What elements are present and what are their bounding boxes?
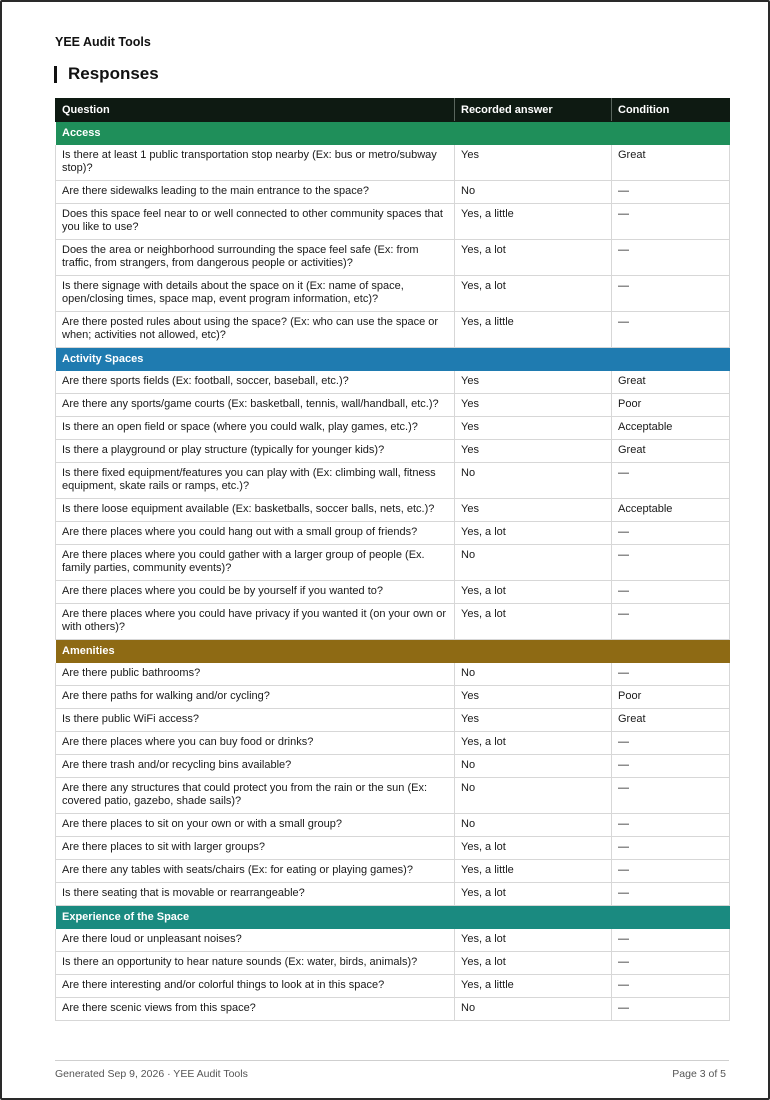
condition-cell: Poor	[612, 686, 730, 709]
table-row	[56, 663, 730, 686]
recorded-answer-cell: No	[455, 663, 612, 686]
section-header-row	[56, 640, 730, 663]
recorded-answer-cell: Yes	[455, 417, 612, 440]
condition-cell: —	[612, 755, 730, 778]
table-row	[56, 417, 730, 440]
recorded-answer-cell: Yes	[455, 709, 612, 732]
recorded-answer-cell: Yes, a lot	[455, 240, 612, 276]
condition-cell: —	[612, 732, 730, 755]
recorded-answer-cell: Yes	[455, 499, 612, 522]
recorded-answer-cell: Yes, a lot	[455, 952, 612, 975]
section-title: Activity Spaces	[56, 348, 730, 371]
table-row	[56, 952, 730, 975]
condition-cell: —	[612, 604, 730, 640]
table-row	[56, 837, 730, 860]
recorded-answer-cell: Yes, a lot	[455, 604, 612, 640]
recorded-answer-cell: Yes, a lot	[455, 883, 612, 906]
table-row	[56, 312, 730, 348]
question-cell: Are there interesting and/or colorful things to look at in this space?	[56, 975, 455, 998]
section-header-row	[56, 906, 730, 929]
recorded-answer-cell: Yes, a little	[455, 975, 612, 998]
table-row	[56, 499, 730, 522]
table-row	[56, 276, 730, 312]
question-cell: Are there places where you could hang out with a small group of friends?	[56, 522, 455, 545]
condition-cell: —	[612, 860, 730, 883]
table-row	[56, 860, 730, 883]
question-cell: Are there paths for walking and/or cycling?	[56, 686, 455, 709]
recorded-answer-cell: Yes	[455, 394, 612, 417]
question-cell: Are there places to sit with larger groups?	[56, 837, 455, 860]
table-row	[56, 709, 730, 732]
table-row	[56, 181, 730, 204]
question-cell: Are there places where you could be by yourself if you wanted to?	[56, 581, 455, 604]
condition-cell: Great	[612, 709, 730, 732]
heading-accent-bar	[54, 66, 57, 83]
condition-cell: Great	[612, 440, 730, 463]
condition-cell: —	[612, 463, 730, 499]
condition-cell: —	[612, 240, 730, 276]
condition-cell: —	[612, 545, 730, 581]
responses-table	[55, 98, 730, 1021]
recorded-answer-cell: Yes	[455, 145, 612, 181]
table-row	[56, 240, 730, 276]
condition-cell: —	[612, 663, 730, 686]
condition-cell: —	[612, 204, 730, 240]
footer-generated-text: Generated Sep 9, 2026 · YEE Audit Tools	[55, 1068, 248, 1080]
condition-cell: —	[612, 998, 730, 1021]
recorded-answer-cell: Yes	[455, 371, 612, 394]
recorded-answer-cell: Yes, a lot	[455, 276, 612, 312]
question-cell: Are there any tables with seats/chairs (Ex: for eating or playing games)?	[56, 860, 455, 883]
table-row	[56, 883, 730, 906]
condition-cell: Acceptable	[612, 499, 730, 522]
page-title: Responses	[68, 64, 159, 83]
condition-cell: —	[612, 837, 730, 860]
table-header	[56, 99, 730, 122]
recorded-answer-cell: Yes	[455, 686, 612, 709]
recorded-answer-cell: No	[455, 181, 612, 204]
section-title: Amenities	[56, 640, 730, 663]
condition-cell: —	[612, 952, 730, 975]
condition-cell: —	[612, 276, 730, 312]
question-cell: Are there public bathrooms?	[56, 663, 455, 686]
question-cell: Is there signage with details about the space on it (Ex: name of space, open/closing times, space map, event program information, etc)?	[56, 276, 455, 312]
table-body	[56, 122, 730, 1021]
table-row	[56, 463, 730, 499]
condition-cell: —	[612, 778, 730, 814]
condition-cell: —	[612, 581, 730, 604]
table-row	[56, 975, 730, 998]
app-title: YEE Audit Tools	[55, 35, 151, 49]
question-cell: Is there an opportunity to hear nature sounds (Ex: water, birds, animals)?	[56, 952, 455, 975]
question-cell: Are there places where you could have privacy if you wanted it (on your own or with others)?	[56, 604, 455, 640]
recorded-answer-cell: Yes, a little	[455, 312, 612, 348]
question-cell: Does the area or neighborhood surrounding the space feel safe (Ex: from traffic, from strangers, from dangerous people or activities)?	[56, 240, 455, 276]
recorded-answer-cell: Yes, a little	[455, 204, 612, 240]
question-cell: Are there any structures that could protect you from the rain or the sun (Ex: covered patio, gazebo, shade sails)?	[56, 778, 455, 814]
recorded-answer-cell: Yes, a lot	[455, 929, 612, 952]
table-row	[56, 778, 730, 814]
page-heading	[54, 64, 159, 84]
condition-cell: Poor	[612, 394, 730, 417]
question-cell: Are there sports fields (Ex: football, soccer, baseball, etc.)?	[56, 371, 455, 394]
footer-divider	[55, 1060, 729, 1061]
condition-cell: Great	[612, 371, 730, 394]
column-header-recorded-answer: Recorded answer	[455, 99, 612, 122]
question-cell: Are there places to sit on your own or with a small group?	[56, 814, 455, 837]
recorded-answer-cell: Yes	[455, 440, 612, 463]
table-row	[56, 814, 730, 837]
section-header-row	[56, 122, 730, 145]
condition-cell: Acceptable	[612, 417, 730, 440]
recorded-answer-cell: No	[455, 755, 612, 778]
table-row	[56, 145, 730, 181]
recorded-answer-cell: No	[455, 814, 612, 837]
recorded-answer-cell: No	[455, 998, 612, 1021]
table-row	[56, 440, 730, 463]
table-row	[56, 204, 730, 240]
table-row	[56, 929, 730, 952]
table-row	[56, 371, 730, 394]
condition-cell: —	[612, 312, 730, 348]
condition-cell: —	[612, 181, 730, 204]
table-row	[56, 522, 730, 545]
condition-cell: —	[612, 814, 730, 837]
table-row	[56, 686, 730, 709]
recorded-answer-cell: Yes, a little	[455, 860, 612, 883]
column-header-condition: Condition	[612, 99, 730, 122]
section-title: Experience of the Space	[56, 906, 730, 929]
question-cell: Is there fixed equipment/features you can play with (Ex: climbing wall, fitness equipment, skate rails or ramps, etc.)?	[56, 463, 455, 499]
question-cell: Are there any sports/game courts (Ex: basketball, tennis, wall/handball, etc.)?	[56, 394, 455, 417]
table-row	[56, 394, 730, 417]
table-row	[56, 604, 730, 640]
condition-cell: —	[612, 929, 730, 952]
question-cell: Are there posted rules about using the space? (Ex: who can use the space or when; activities not allowed, etc)?	[56, 312, 455, 348]
recorded-answer-cell: No	[455, 778, 612, 814]
recorded-answer-cell: Yes, a lot	[455, 581, 612, 604]
condition-cell: —	[612, 522, 730, 545]
question-cell: Is there at least 1 public transportation stop nearby (Ex: bus or metro/subway stop)?	[56, 145, 455, 181]
question-cell: Is there loose equipment available (Ex: basketballs, soccer balls, nets, etc.)?	[56, 499, 455, 522]
table-row	[56, 998, 730, 1021]
question-cell: Are there places where you could gather with a larger group of people (Ex. family parties, community events)?	[56, 545, 455, 581]
question-cell: Are there loud or unpleasant noises?	[56, 929, 455, 952]
recorded-answer-cell: Yes, a lot	[455, 837, 612, 860]
question-cell: Are there places where you can buy food or drinks?	[56, 732, 455, 755]
table-row	[56, 545, 730, 581]
question-cell: Are there sidewalks leading to the main entrance to the space?	[56, 181, 455, 204]
question-cell: Is there public WiFi access?	[56, 709, 455, 732]
condition-cell: —	[612, 883, 730, 906]
question-cell: Are there trash and/or recycling bins available?	[56, 755, 455, 778]
question-cell: Is there an open field or space (where you could walk, play games, etc.)?	[56, 417, 455, 440]
condition-cell: —	[612, 975, 730, 998]
question-cell: Are there scenic views from this space?	[56, 998, 455, 1021]
footer-page-number: Page 3 of 5	[672, 1068, 726, 1080]
recorded-answer-cell: Yes, a lot	[455, 522, 612, 545]
condition-cell: Great	[612, 145, 730, 181]
question-cell: Does this space feel near to or well connected to other community spaces that you like to use?	[56, 204, 455, 240]
table-row	[56, 755, 730, 778]
recorded-answer-cell: No	[455, 545, 612, 581]
column-header-question: Question	[56, 99, 455, 122]
recorded-answer-cell: Yes, a lot	[455, 732, 612, 755]
section-header-row	[56, 348, 730, 371]
question-cell: Is there seating that is movable or rearrangeable?	[56, 883, 455, 906]
section-title: Access	[56, 122, 730, 145]
table-row	[56, 581, 730, 604]
recorded-answer-cell: No	[455, 463, 612, 499]
question-cell: Is there a playground or play structure (typically for younger kids)?	[56, 440, 455, 463]
table-row	[56, 732, 730, 755]
